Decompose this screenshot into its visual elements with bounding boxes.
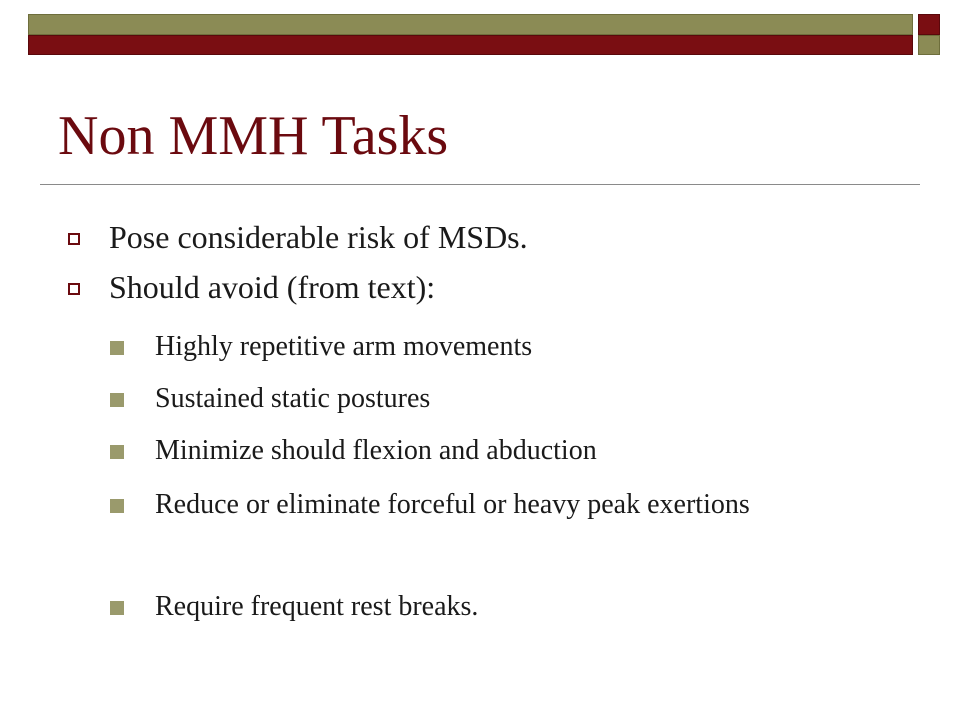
filled-square-icon bbox=[110, 341, 124, 355]
filled-square-icon bbox=[110, 393, 124, 407]
hollow-square-icon bbox=[68, 283, 80, 295]
hollow-square-icon bbox=[68, 233, 80, 245]
bullet-text: Should avoid (from text): bbox=[109, 269, 436, 305]
slide-title: Non MMH Tasks bbox=[58, 105, 449, 167]
sub-bullet-text: Highly repetitive arm movements bbox=[155, 331, 533, 362]
filled-square-icon bbox=[110, 601, 124, 615]
filled-square-icon bbox=[110, 445, 124, 459]
header-corner-olive-block bbox=[918, 35, 940, 55]
header-corner-maroon-block bbox=[918, 14, 940, 35]
bullet-text: Pose considerable risk of MSDs. bbox=[109, 219, 528, 255]
sub-bullet-text: Minimize should flexion and abduction bbox=[155, 435, 597, 466]
sub-bullet-text: Require frequent rest breaks. bbox=[155, 591, 479, 622]
header-olive-bar bbox=[28, 14, 913, 35]
header-decoration-band bbox=[28, 14, 940, 55]
title-divider bbox=[40, 184, 920, 185]
header-maroon-bar bbox=[28, 35, 913, 55]
filled-square-icon bbox=[110, 499, 124, 513]
sub-bullet-text: Reduce or eliminate forceful or heavy peak exertions bbox=[155, 489, 750, 520]
sub-bullet-text: Sustained static postures bbox=[155, 383, 431, 414]
